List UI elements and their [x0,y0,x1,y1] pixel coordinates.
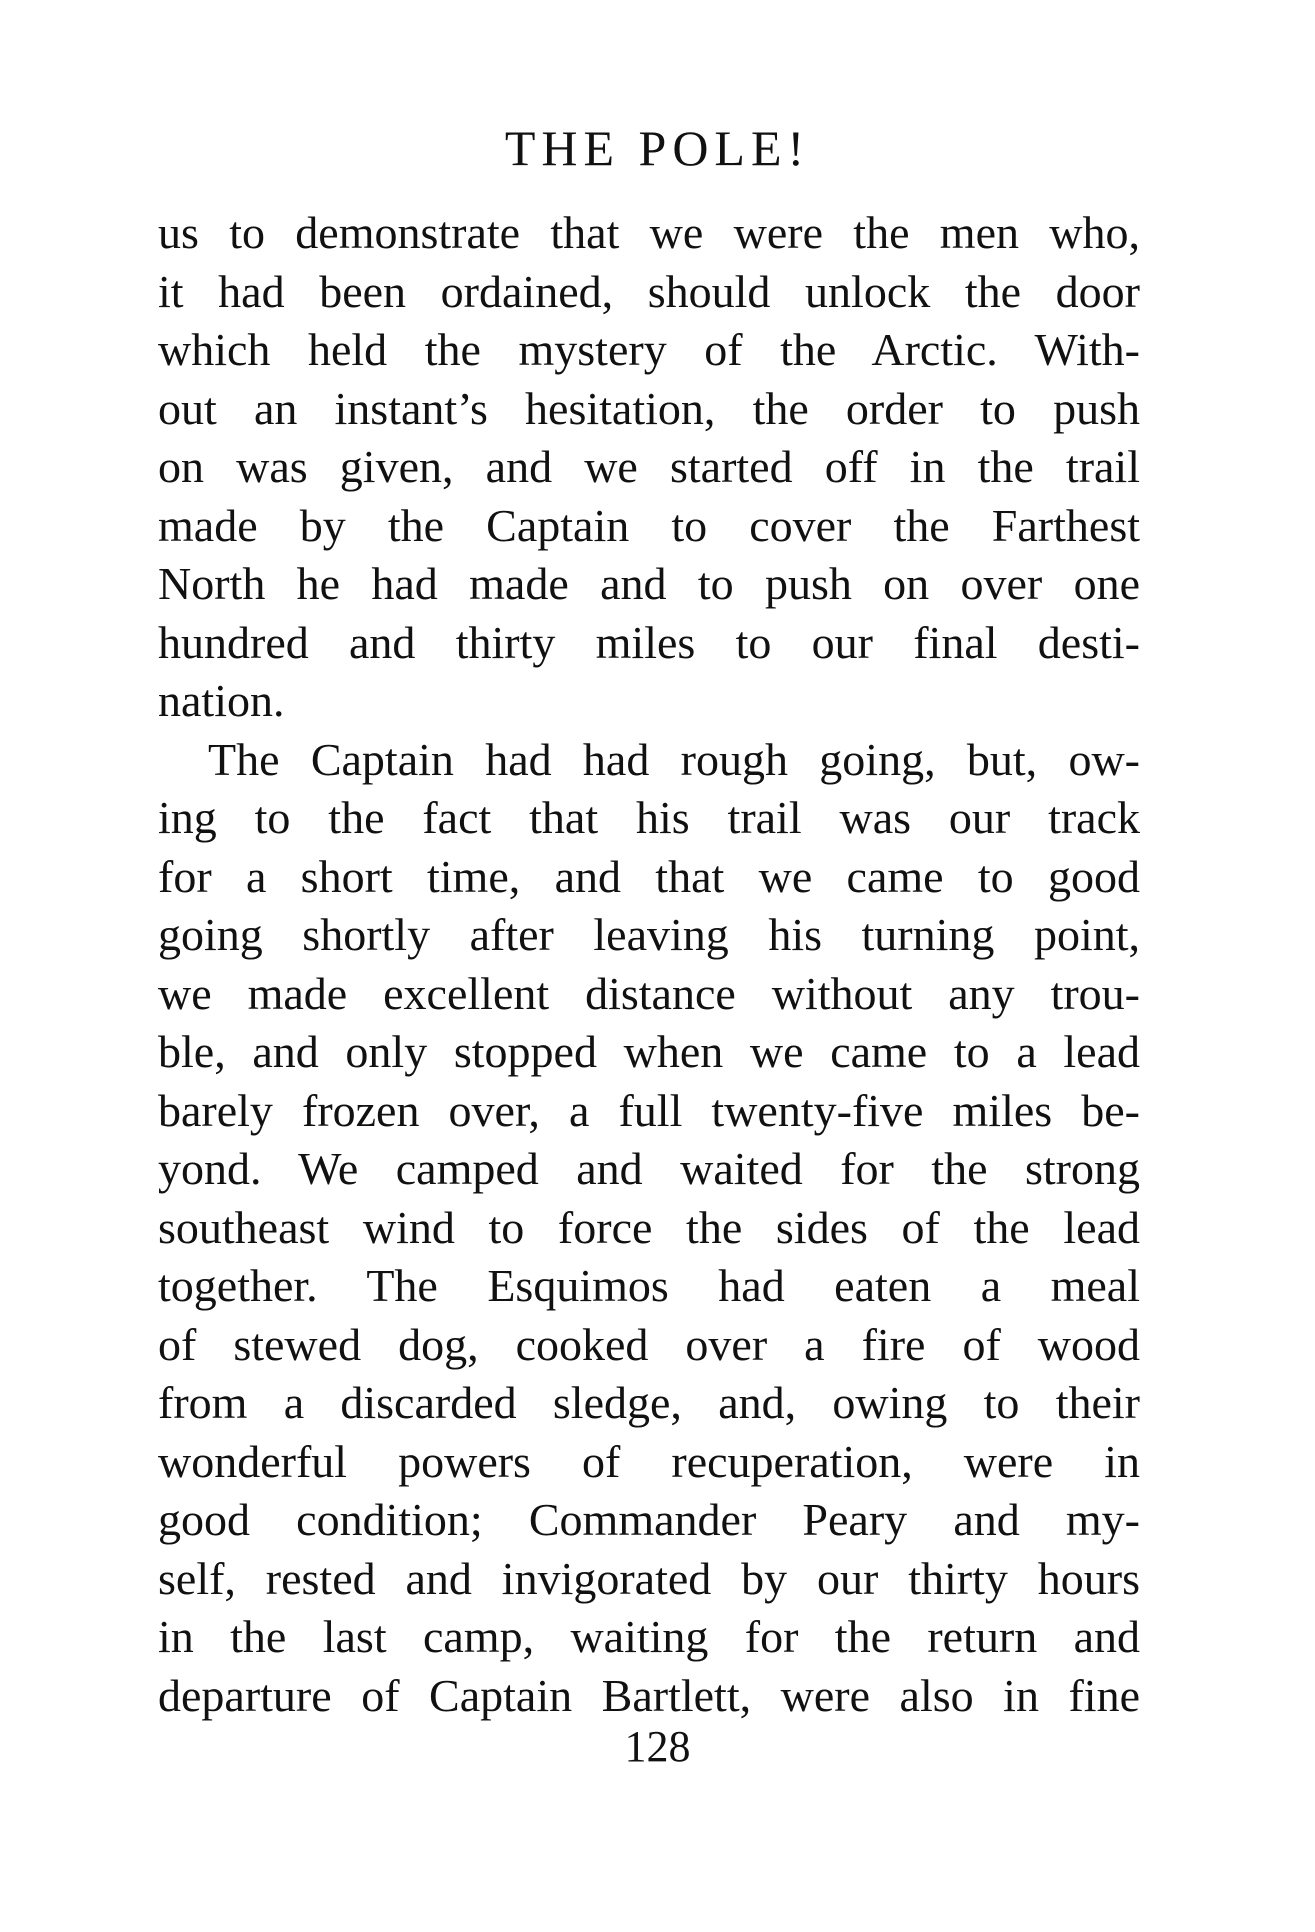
page-number: 128 [624,1722,691,1771]
text-line: nation. [158,675,285,726]
text-line: made by the Captain to cover the Farthest [158,499,1140,551]
text-line: going shortly after leaving his turning point, [158,909,1140,960]
text-line: self, rested and invigorated by our thirty hours [158,1552,1140,1604]
text-line: out an instant’s hesitation, the order to push [158,382,1140,434]
text-line: of stewed dog, cooked over a fire of wood [158,1318,1140,1370]
text-line: which held the mystery of the Arctic. With- [158,324,1140,375]
text-line: yond. We camped and waited for the strong [158,1143,1140,1194]
text-line: ble, and only stopped when we came to a lead [158,1026,1140,1077]
text-line: wonderful powers of recuperation, were in [158,1435,1140,1487]
text-line: barely frozen over, a full twenty-five miles be- [158,1084,1140,1136]
text-line: hundred and thirty miles to our final desti- [158,616,1140,668]
text-line: from a discarded sledge, and, owing to their [158,1377,1140,1428]
text-line: we made excellent distance without any trou- [158,967,1140,1019]
text-line: in the last camp, waiting for the return and [158,1611,1140,1662]
text-line: together. The Esquimos had eaten a meal [158,1260,1140,1311]
text-line: The Captain had had rough going, but, ow- [208,733,1140,785]
running-head: THE POLE! [504,120,811,176]
text-line: for a short time, and that we came to good [158,850,1140,902]
body-text [158,204,1140,1725]
text-line: North he had made and to push on over one [158,558,1140,609]
text-line: ing to the fact that his trail was our track [158,792,1140,843]
text-line: departure of Captain Bartlett, were also in fine [158,1669,1140,1721]
text-line: southeast wind to force the sides of the lead [158,1201,1140,1253]
text-line: it had been ordained, should unlock the door [158,265,1140,317]
text-line: on was given, and we started off in the trail [158,441,1140,492]
text-line: us to demonstrate that we were the men who, [158,207,1140,258]
text-line: good condition; Commander Peary and my- [158,1494,1140,1545]
